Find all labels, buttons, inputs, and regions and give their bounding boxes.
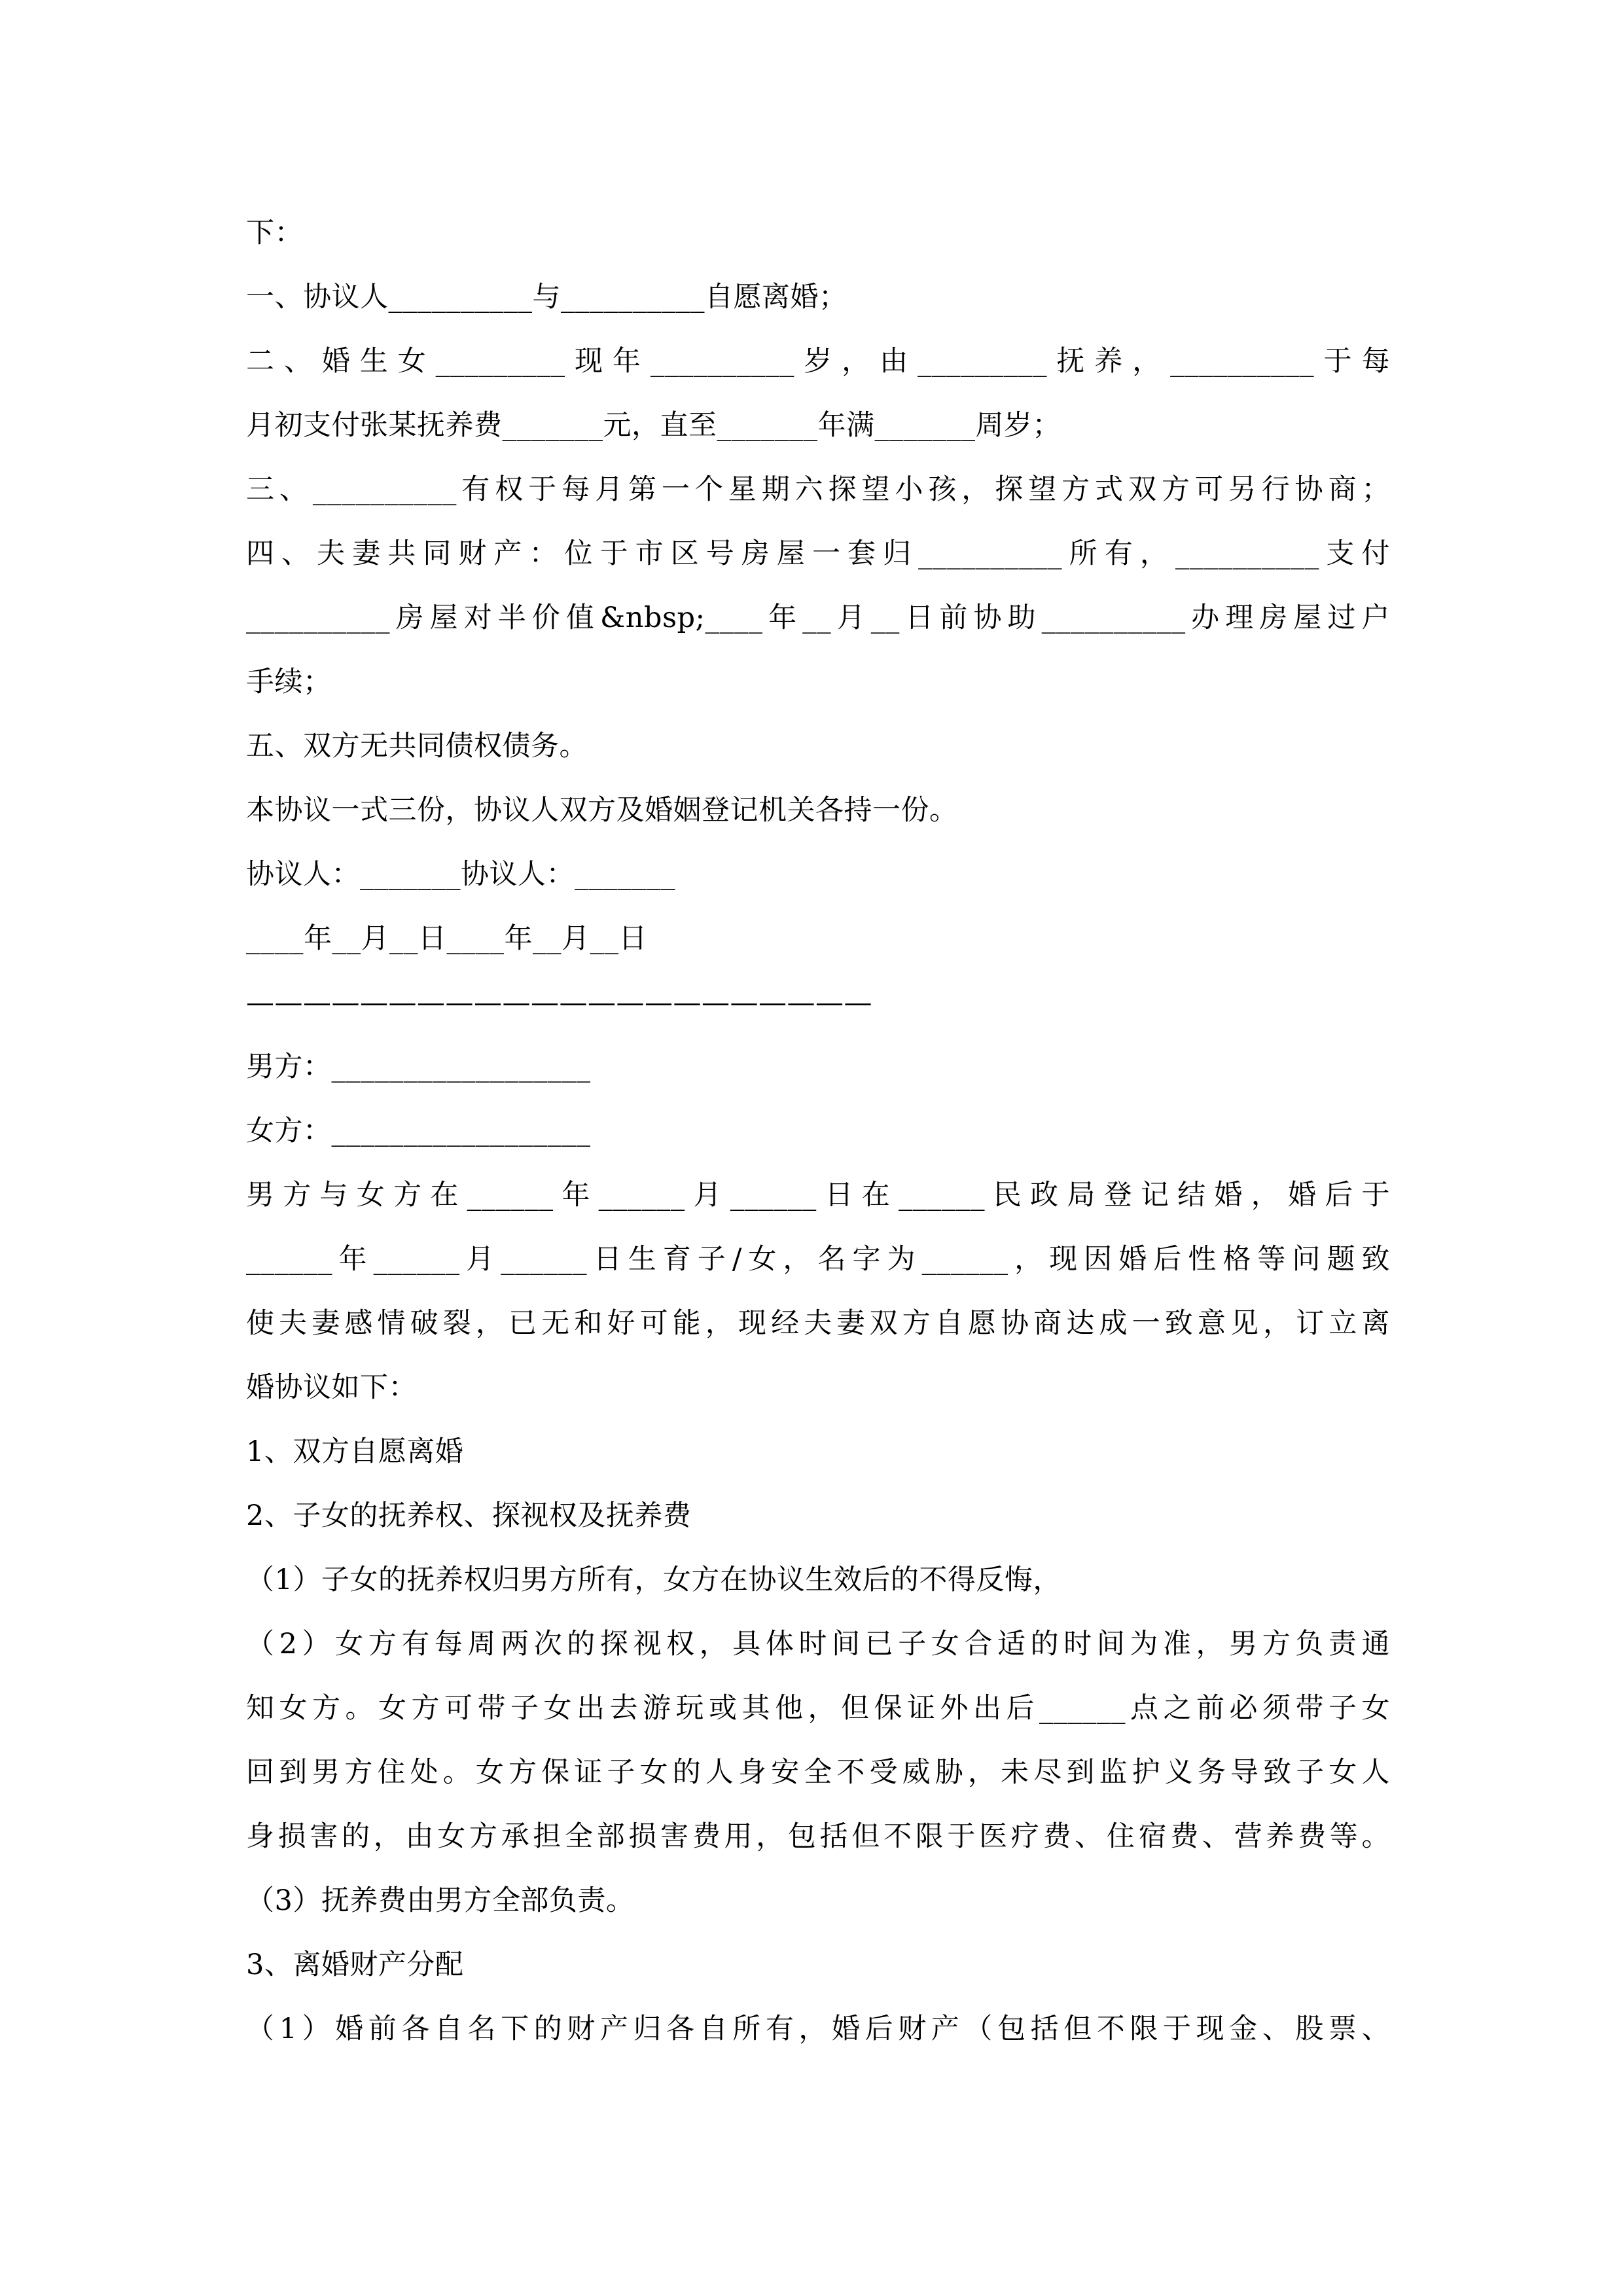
text-line: 知女方。女方可带子女出去游玩或其他，但保证外出后______点之前必须带子女 <box>246 1692 1390 1725</box>
section-heading: 2、子女的抚养权、探视权及抚养费 <box>246 1499 692 1532</box>
text-line: （1）婚前各自名下的财产归各自所有，婚后财产（包括但不限于现金、股票、 <box>246 2013 1390 2045</box>
text-line: ______年______月______日生育子/女，名字为______，现因婚后性格等问题致 <box>246 1243 1390 1276</box>
female-party-line: 女方：__________________ <box>246 1115 591 1147</box>
text-line: 下： <box>246 217 303 249</box>
text-line: 身损害的，由女方承担全部损害费用，包括但不限于医疗费、住宿费、营养费等。 <box>246 1820 1390 1853</box>
section-heading: 1、双方自愿离婚 <box>246 1435 464 1468</box>
text-line: （1）子女的抚养权归男方所有，女方在协议生效后的不得反悔， <box>246 1564 1061 1596</box>
text-line: 手续； <box>246 666 332 698</box>
text-line: 使夫妻感情破裂，已无和好可能，现经夫妻双方自愿协商达成一致意见，订立离 <box>246 1307 1390 1340</box>
text-line: 月初支付张某抚养费_______元，直至_______年满_______周岁； <box>246 409 1061 442</box>
text-line: 三、__________有权于每月第一个星期六探望小孩，探望方式双方可另行协商； <box>246 473 1390 506</box>
text-line: 回到男方住处。女方保证子女的人身安全不受威胁，未尽到监护义务导致子女人 <box>246 1756 1390 1789</box>
text-line: 五、双方无共同债权债务。 <box>246 730 588 762</box>
text-line: __________房屋对半价值&nbsp;____年__月__日前协助__________办理房屋过户 <box>246 601 1390 634</box>
date-line: ____年__月__日____年__月__日 <box>246 922 647 955</box>
text-line: 本协议一式三份，协议人双方及婚姻登记机关各持一份。 <box>246 794 958 827</box>
text-line: 四、夫妻共同财产：位于市区号房屋一套归__________所有，__________支付 <box>246 537 1390 570</box>
male-party-line: 男方：__________________ <box>246 1050 591 1083</box>
signature-line: 协议人：_______协议人：_______ <box>246 858 675 891</box>
text-line: （2）女方有每周两次的探视权，具体时间已子女合适的时间为准，男方负责通 <box>246 1628 1390 1660</box>
text-line: 一、协议人__________与__________自愿离婚； <box>246 281 847 314</box>
separator-line: —————————————————————— <box>246 986 872 1019</box>
text-line: 婚协议如下： <box>246 1371 417 1404</box>
document-body <box>246 201 1390 2061</box>
text-line: 男方与女方在______年______月______日在______民政局登记结婚，婚后于 <box>246 1179 1390 1211</box>
text-line: 二、婚生女_________现年__________岁，由_________抚养，__________于每 <box>246 345 1390 378</box>
text-line: （3）抚养费由男方全部负责。 <box>246 1884 635 1917</box>
section-heading: 3、离婚财产分配 <box>246 1948 464 1981</box>
